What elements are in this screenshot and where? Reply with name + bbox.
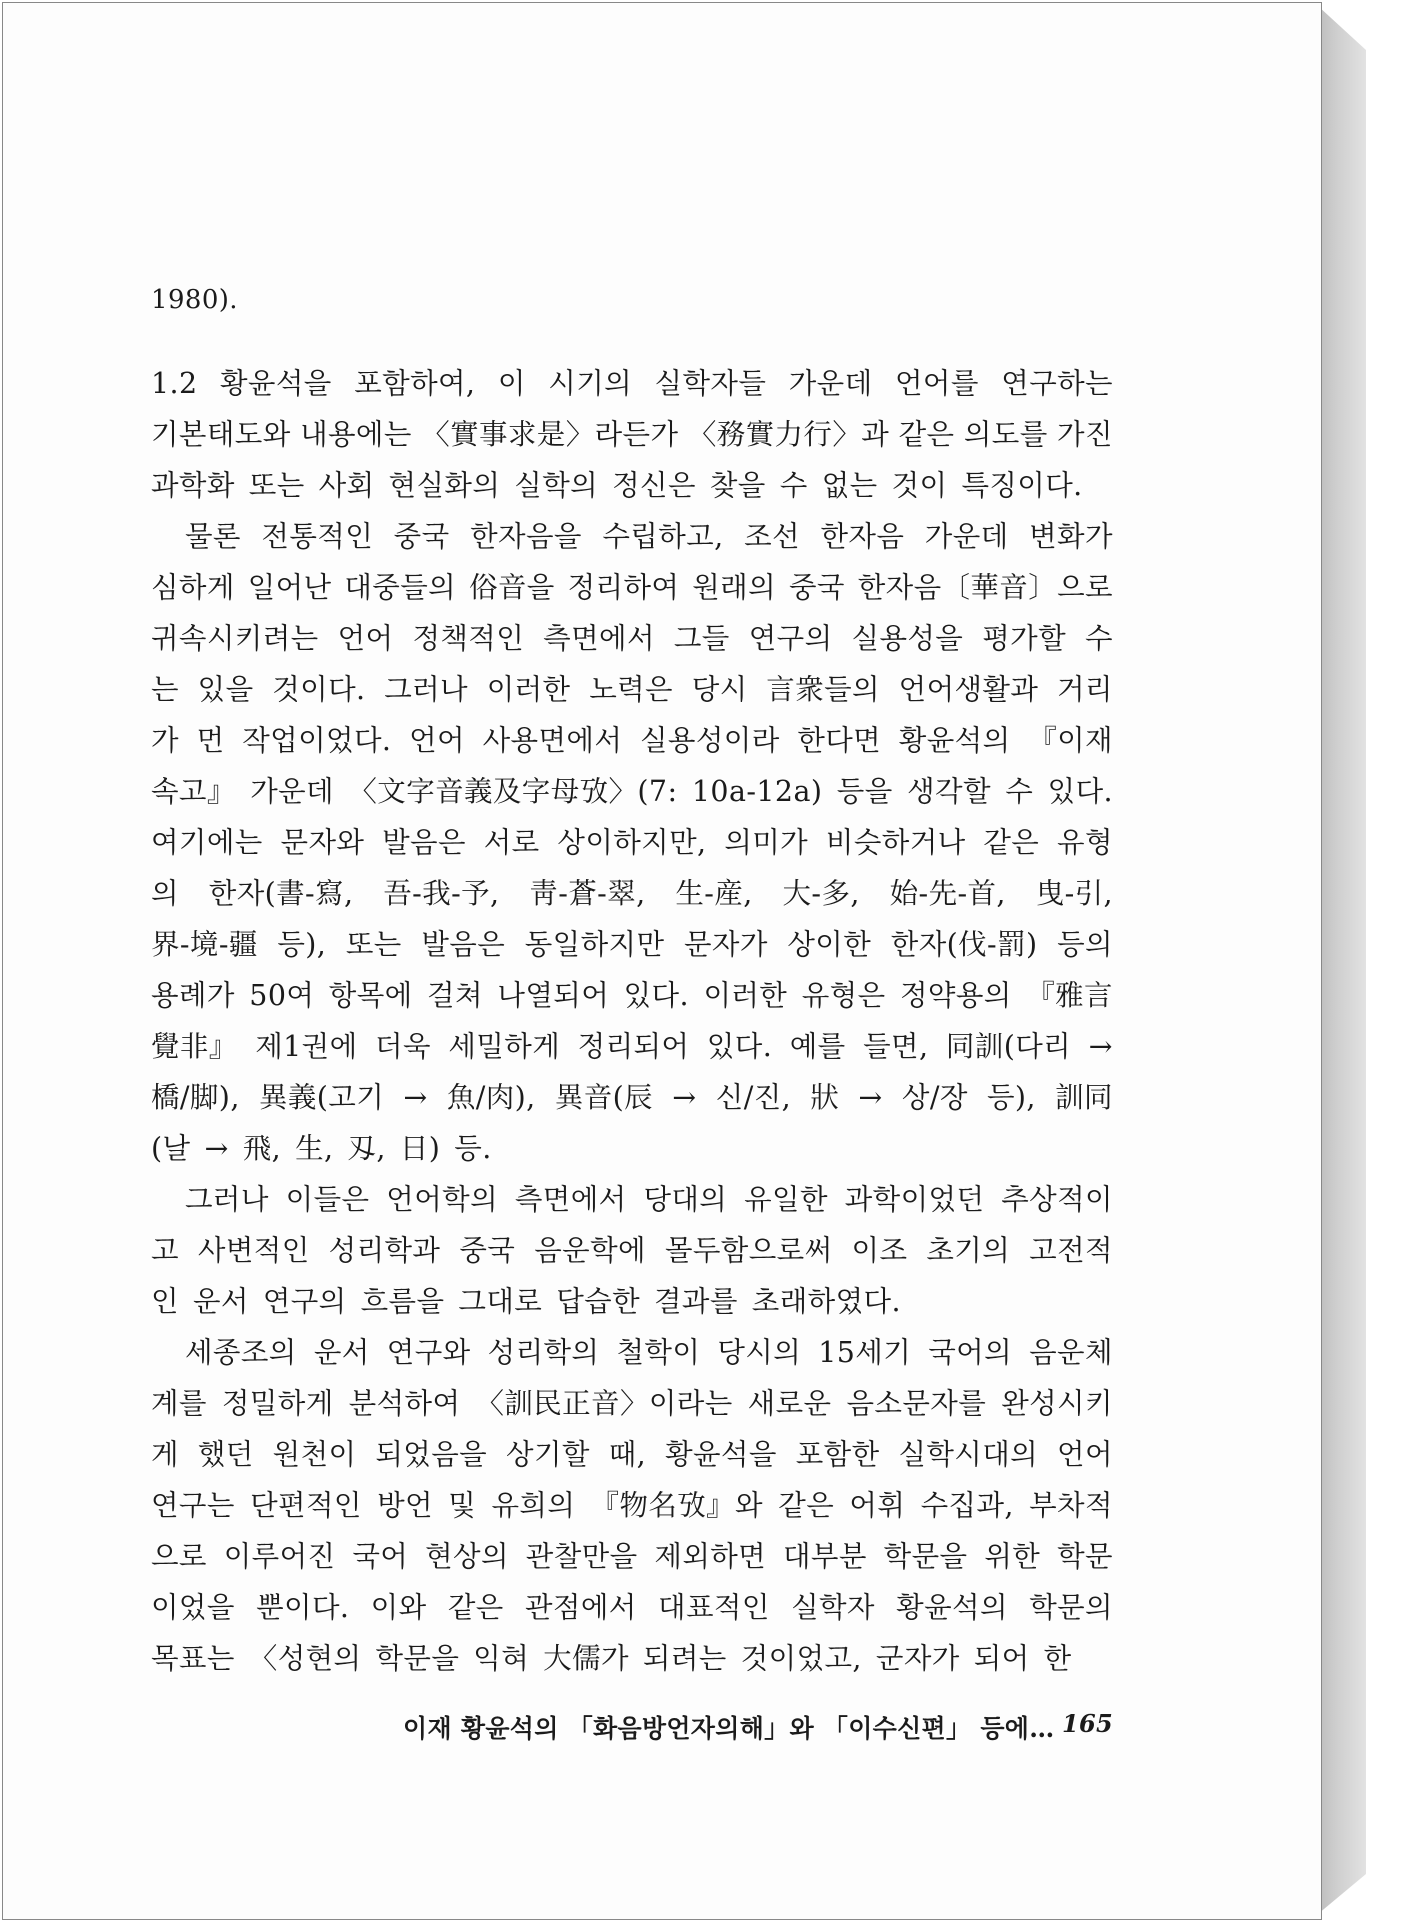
word: 訓同: [1055, 1081, 1113, 1114]
word: →: [204, 1132, 229, 1165]
word: 그들: [673, 622, 730, 655]
word: 목표는: [151, 1642, 235, 1675]
text-line: [151, 664, 1113, 715]
word: 정밀하게: [221, 1387, 334, 1420]
word: 여기에는: [151, 826, 263, 859]
word: 『物名攷』와: [590, 1489, 763, 1522]
word: 평가할: [982, 622, 1067, 655]
text-line: [151, 868, 1113, 919]
word: 실용성이라: [639, 724, 780, 757]
word: 대표적인: [658, 1591, 770, 1624]
word: 것이었고,: [740, 1642, 862, 1675]
word: 고전적: [1029, 1234, 1113, 1267]
paragraph-gap: [151, 326, 1113, 358]
word: 거리: [1057, 673, 1113, 706]
word: 한: [1043, 1642, 1072, 1675]
word: 한자음: [820, 520, 905, 553]
text-line: [151, 409, 1113, 460]
word: 용례가: [151, 979, 235, 1012]
word: 뿐이다.: [256, 1591, 350, 1624]
word: 되어: [973, 1642, 1030, 1675]
word: 답습한: [556, 1285, 640, 1318]
word: 초기의: [926, 1234, 1011, 1267]
word: 조선: [744, 520, 800, 553]
word: 15세기: [818, 1336, 912, 1369]
word: 異義(고기: [258, 1081, 385, 1114]
word: 현상의: [425, 1540, 509, 1573]
word: (날: [151, 1132, 191, 1165]
word: 발음은: [382, 826, 466, 859]
word: →: [1088, 1030, 1113, 1063]
word: 이조: [851, 1234, 908, 1267]
word: 과학이었던: [844, 1183, 985, 1216]
word: 성리학과: [328, 1234, 441, 1267]
text-line: [151, 766, 1113, 817]
word: 황윤석의: [896, 1591, 1008, 1624]
word: 비슷하거나: [825, 826, 966, 859]
word: 가운데: [250, 775, 334, 808]
word: 등의: [1057, 928, 1113, 961]
word: 속고』: [151, 775, 236, 808]
text-line: [151, 1327, 1113, 1378]
word: 유희의: [491, 1489, 576, 1522]
word: 기본태도와: [151, 418, 291, 451]
word: 정책적인: [412, 622, 525, 655]
word: 완성시키: [1001, 1387, 1113, 1420]
word: 언어생활과: [898, 673, 1039, 706]
word: 찾을: [709, 469, 766, 502]
word: 제1권에: [255, 1030, 358, 1063]
word: 세밀하게: [448, 1030, 561, 1063]
word: 가운데: [788, 367, 873, 400]
word: 황윤석의: [898, 724, 1011, 757]
word: 국어: [352, 1540, 409, 1573]
word: 관점에서: [525, 1591, 637, 1624]
paragraphs: [151, 358, 1113, 1684]
word: 있다.: [623, 979, 689, 1012]
word: 수집과,: [920, 1489, 1014, 1522]
word: 이었을: [151, 1591, 235, 1624]
word: 문자와: [280, 826, 365, 859]
word: 의미가: [724, 826, 809, 859]
word: 수: [1005, 775, 1034, 808]
word: 始-先-首,: [889, 877, 1006, 910]
word: 그러나: [384, 673, 468, 706]
word: 및: [448, 1489, 477, 1522]
word: 당시: [691, 673, 748, 706]
word: 言衆들의: [766, 673, 880, 706]
word: 더욱: [375, 1030, 431, 1063]
word: 같은: [983, 826, 1040, 859]
word: 연구의: [262, 1285, 347, 1318]
word: 〈訓民正音〉이라는: [475, 1387, 733, 1420]
word: 사회: [318, 469, 375, 502]
footer-title: 이재 황윤석의 「화음방언자의해」와 「이수신편」 등에…: [403, 1714, 1055, 1743]
paragraph: [151, 1327, 1113, 1684]
text-line: [151, 919, 1113, 970]
word: 이: [497, 367, 526, 400]
word: 연구와: [386, 1336, 471, 1369]
word: 生-産,: [675, 877, 753, 910]
text-line: [151, 1429, 1113, 1480]
word: 시기의: [548, 367, 633, 400]
word: 界-境-疆: [151, 928, 258, 961]
word: 군자가: [875, 1642, 960, 1675]
word: 언어: [1057, 1438, 1113, 1471]
word: 특징이다.: [961, 469, 1083, 502]
word: 연구의: [748, 622, 833, 655]
word: 학문을: [375, 1642, 460, 1675]
word: 언어를: [895, 367, 979, 400]
word: 동일하지만: [524, 928, 665, 961]
word: 異音(辰: [554, 1081, 654, 1114]
paragraph: [151, 1174, 1113, 1327]
word: 사변적인: [197, 1234, 310, 1267]
word: 유형은: [801, 979, 886, 1012]
word: 결과를: [654, 1285, 738, 1318]
word: 되었음을: [375, 1438, 488, 1471]
word: 것이: [891, 469, 948, 502]
word: 정신은: [612, 469, 696, 502]
word: 방언: [377, 1489, 433, 1522]
text-line: [151, 1531, 1113, 1582]
text-line: [151, 1582, 1113, 1633]
word: 등),: [277, 928, 327, 961]
word: 覺非』: [151, 1030, 238, 1063]
text-line: [151, 1480, 1113, 1531]
text-line: [151, 613, 1113, 664]
word: 수: [779, 469, 808, 502]
word: 중국: [788, 571, 845, 604]
word: 노력은: [589, 673, 673, 706]
word: 飛,: [242, 1132, 282, 1165]
word: 실학자들: [654, 367, 767, 400]
word: 상이하지만,: [557, 826, 707, 859]
word: 운서: [192, 1285, 249, 1318]
word: 으로: [151, 1540, 207, 1573]
word: 계를: [151, 1387, 207, 1420]
word: 측면에서: [514, 1183, 627, 1216]
word: 일어난: [247, 571, 332, 604]
word: 日): [399, 1132, 441, 1165]
word: 음운학에: [534, 1234, 646, 1267]
word: 한자(書-寫,: [208, 877, 354, 910]
text-line: [151, 562, 1113, 613]
word: 발음은: [421, 928, 506, 961]
word: 실학자: [791, 1591, 875, 1624]
word: 또는: [345, 928, 402, 961]
word: 상/장: [901, 1081, 968, 1114]
word: 황윤석을: [220, 367, 332, 400]
word: 정리되어: [577, 1030, 690, 1063]
word: 吾-我-予,: [383, 877, 500, 910]
word: 몰두함으로써: [664, 1234, 833, 1267]
word: 또는: [248, 469, 305, 502]
word: 중국: [393, 520, 450, 553]
word: 1.2: [151, 367, 198, 400]
word: 『이재: [1028, 724, 1113, 757]
word: 이러한: [703, 979, 788, 1012]
word: 언어: [337, 622, 394, 655]
word: 변화가: [1029, 520, 1113, 553]
word: 때,: [608, 1438, 647, 1471]
word: 고: [151, 1234, 179, 1267]
word: 〈文字音義及字母攷〉(7:: [348, 775, 678, 808]
word: 같은: [898, 418, 955, 451]
word: 언어: [409, 724, 465, 757]
word: 사용면에서: [482, 724, 623, 757]
word: 걸쳐: [427, 979, 483, 1012]
word: 철학이: [616, 1336, 701, 1369]
word: 작업이었다.: [242, 724, 392, 757]
word: 유형: [1057, 826, 1113, 859]
page-stack-edge: [1318, 6, 1366, 1914]
word: 당대의: [643, 1183, 728, 1216]
word: 언어학의: [386, 1183, 499, 1216]
word: 학문: [1057, 1540, 1113, 1573]
running-footer: [403, 1709, 1113, 1745]
text-line: [151, 1225, 1113, 1276]
word: 중국: [459, 1234, 516, 1267]
word: 연구는: [151, 1489, 235, 1522]
text-line: [151, 970, 1113, 1021]
word: 수립하고,: [602, 520, 724, 553]
text-line: [151, 358, 1113, 409]
text-line: [151, 1021, 1113, 1072]
word: 그대로: [458, 1285, 543, 1318]
word: 한자음을: [470, 520, 582, 553]
word: 내용에는: [300, 418, 412, 451]
word: 유일한: [744, 1183, 828, 1216]
word: 물론: [185, 520, 241, 553]
text-line: [151, 1378, 1113, 1429]
word: 대부분: [783, 1540, 867, 1573]
word: 이루어진: [223, 1540, 336, 1573]
word: 학문을: [883, 1540, 968, 1573]
word: 원래의: [692, 571, 777, 604]
word: 부차적: [1029, 1489, 1113, 1522]
word: 포함한: [795, 1438, 880, 1471]
word: 운서: [313, 1336, 370, 1369]
word: 상기할: [506, 1438, 590, 1471]
text-line: [151, 1123, 1113, 1174]
word: 먼: [196, 724, 225, 757]
word: 상이한: [787, 928, 872, 961]
word: 들면,: [863, 1030, 929, 1063]
text-line: [151, 715, 1113, 766]
word: 문자가: [683, 928, 768, 961]
word: 예를: [789, 1030, 846, 1063]
word: 실용성을: [851, 622, 964, 655]
word: 俗音을: [469, 571, 555, 604]
word: 어휘: [849, 1489, 906, 1522]
word: 서로: [483, 826, 540, 859]
word: 위한: [984, 1540, 1041, 1573]
text-line: [151, 1072, 1113, 1123]
word: 황윤석을: [665, 1438, 777, 1471]
word: 는: [151, 673, 179, 706]
word: 등),: [986, 1081, 1036, 1114]
word: 심하게: [151, 571, 235, 604]
word: 〈實事求是〉라든가: [421, 418, 679, 451]
word: 익혀: [473, 1642, 530, 1675]
word: 실학시대의: [898, 1438, 1039, 1471]
word: 인: [151, 1285, 179, 1318]
document-page: [2, 2, 1322, 1920]
word: 같은: [778, 1489, 835, 1522]
word: 정리하여: [567, 571, 680, 604]
word: 귀속시키려는: [151, 622, 319, 655]
word: 등.: [454, 1132, 492, 1165]
word: 생각할: [907, 775, 991, 808]
word: →: [858, 1081, 883, 1114]
word: 전통적인: [261, 520, 374, 553]
word: 의도를: [963, 418, 1048, 451]
word: 한자(伐-罰): [890, 928, 1038, 961]
word: 刄,: [347, 1132, 386, 1165]
word: 있다.: [706, 1030, 773, 1063]
word: 가: [151, 724, 179, 757]
word: 그러나: [185, 1183, 269, 1216]
word: 狀: [810, 1081, 840, 1114]
word: 이들은: [285, 1183, 370, 1216]
word: 과학화: [151, 469, 235, 502]
word: 가진: [1057, 418, 1113, 451]
word: 포함하여,: [354, 367, 476, 400]
word: 새로운: [747, 1387, 832, 1420]
word: 大-多,: [782, 877, 860, 910]
word: 나열되어: [497, 979, 610, 1012]
word: 靑-蒼-翠,: [529, 877, 646, 910]
word: 당시의: [717, 1336, 802, 1369]
word: 生,: [295, 1132, 334, 1165]
word: 수: [1085, 622, 1113, 655]
word: 『雅言: [1026, 979, 1113, 1012]
word: 가운데: [924, 520, 1009, 553]
word: 10a-12a): [691, 775, 823, 808]
word: 의: [151, 877, 179, 910]
word: 현실화의: [388, 469, 501, 502]
word: 大儒가: [543, 1642, 629, 1675]
word: 음운체: [1029, 1336, 1113, 1369]
word: 측면에서: [543, 622, 655, 655]
word: 단편적인: [250, 1489, 362, 1522]
word: 魚/肉),: [446, 1081, 536, 1114]
word: 대중들의: [344, 571, 457, 604]
word: 있다.: [1047, 775, 1113, 808]
word: 등을: [836, 775, 893, 808]
word: →: [672, 1081, 697, 1114]
text-line: [151, 1276, 1113, 1327]
word: 있을: [197, 673, 254, 706]
word: 것이다.: [272, 673, 366, 706]
word: 초래하였다.: [751, 1285, 901, 1318]
paragraph: [151, 358, 1113, 511]
word: 원천이: [272, 1438, 357, 1471]
word: 추상적이: [1001, 1183, 1113, 1216]
text-line: [151, 817, 1113, 868]
word: 항목에: [328, 979, 413, 1012]
word: 게: [151, 1438, 179, 1471]
word: 실학의: [514, 469, 599, 502]
paragraph: [151, 511, 1113, 1174]
word: 분석하여: [348, 1387, 461, 1420]
word: 제외하면: [654, 1540, 767, 1573]
word: 同訓(다리: [945, 1030, 1072, 1063]
word: 세종조의: [185, 1336, 297, 1369]
word: 흐름을: [360, 1285, 445, 1318]
word: 橋/脚),: [151, 1081, 240, 1114]
word: 신/진,: [715, 1081, 792, 1114]
word: 관찰만을: [525, 1540, 638, 1573]
word: 50여: [249, 979, 315, 1012]
page-number: 165: [1062, 1709, 1113, 1738]
word: 성리학의: [487, 1336, 600, 1369]
word: 음소문자를: [846, 1387, 987, 1420]
word: 〈성현의: [248, 1642, 362, 1675]
word: 한다면: [797, 724, 882, 757]
continuation-line: 1980).: [151, 285, 238, 315]
word: 〈務實力行〉과: [687, 418, 890, 451]
word: →: [403, 1081, 428, 1114]
body-text: [151, 275, 1113, 1684]
text-line: [151, 460, 1113, 511]
word: 이러한: [486, 673, 571, 706]
word: 되려는: [642, 1642, 727, 1675]
text-line: [151, 511, 1113, 562]
word: 이와: [370, 1591, 427, 1624]
text-line: [151, 1174, 1113, 1225]
word: 한자음〔華音〕으로: [857, 571, 1113, 604]
word: 했던: [197, 1438, 254, 1471]
text-line: [151, 1633, 1113, 1684]
word: 학문의: [1029, 1591, 1113, 1624]
word: 같은: [447, 1591, 504, 1624]
word: 曳-引,: [1035, 877, 1113, 910]
word: 없는: [821, 469, 878, 502]
word: 정약용의: [900, 979, 1012, 1012]
word: 연구하는: [1001, 367, 1113, 400]
word: 국어의: [928, 1336, 1013, 1369]
